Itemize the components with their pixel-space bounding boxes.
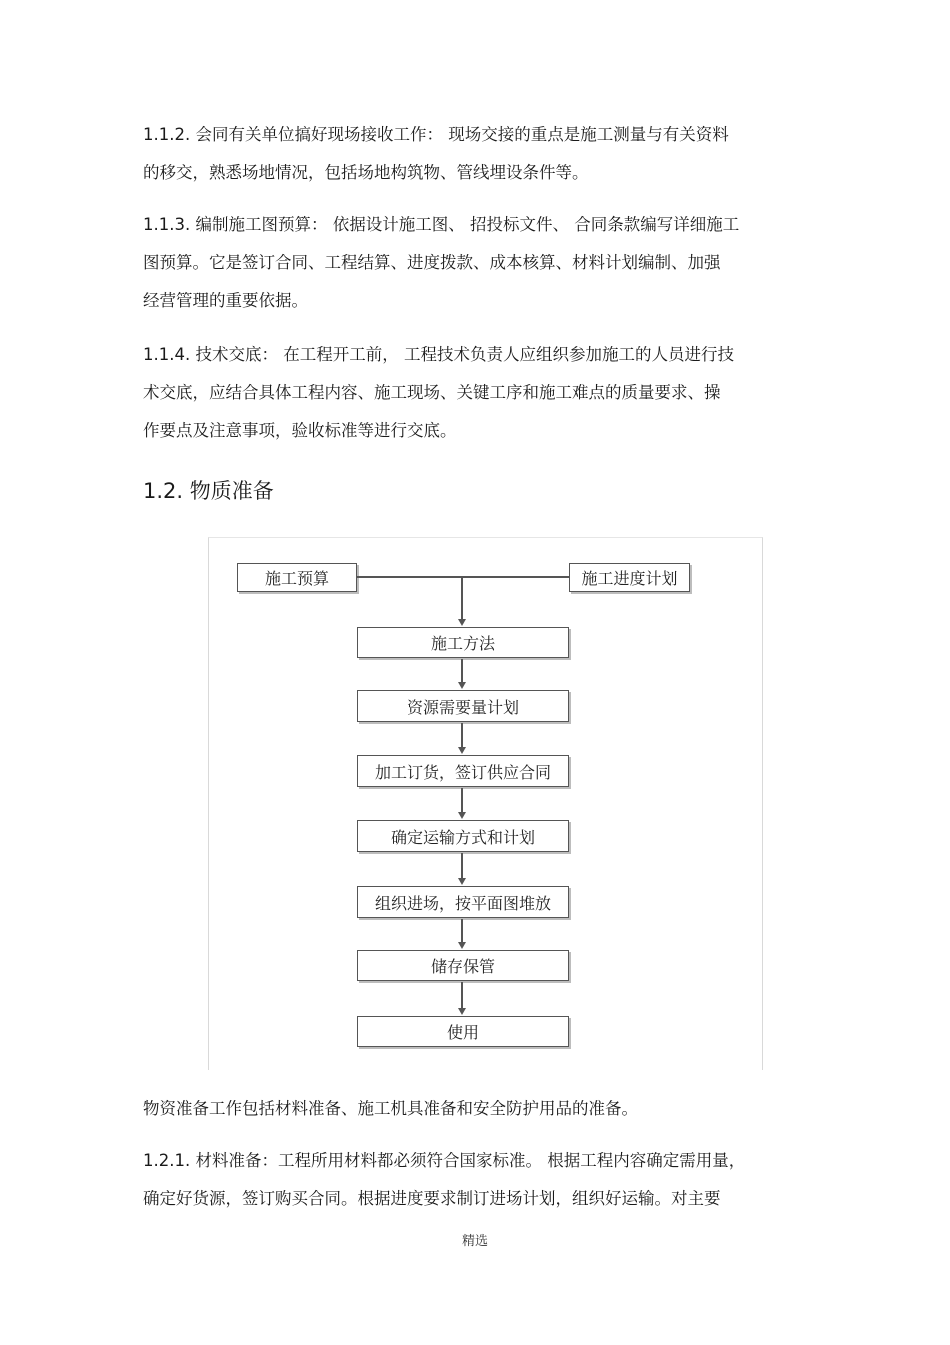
para-2-line-1: 1.1.3. 编制施工图预算： 依据设计施工图、 招投标文件、 合同条款编写详细施工	[143, 215, 740, 234]
connector-vertical-6	[461, 982, 463, 1008]
flow-step-7: 使用	[357, 1016, 569, 1047]
flow-step-4: 确定运输方式和计划	[357, 820, 569, 852]
connector-vertical-3	[461, 788, 463, 812]
arrow-1	[458, 682, 466, 689]
connector-vertical-2	[461, 723, 463, 747]
after-line-1: 物资准备工作包括材料准备、施工机具准备和安全防护用品的准备。	[143, 1099, 638, 1118]
para-3-line-2: 术交底，应结合具体工程内容、施工现场、关键工序和施工难点的质量要求、操	[143, 383, 721, 402]
para-3-line-1: 1.1.4. 技术交底： 在工程开工前， 工程技术负责人应组织参加施工的人员进行技	[143, 345, 734, 364]
connector-vertical-5	[461, 919, 463, 942]
after-line-3: 确定好货源，签订购买合同。根据进度要求制订进场计划，组织好运输。对主要	[143, 1189, 721, 1208]
flow-box-top-right: 施工进度计划	[569, 563, 690, 592]
connector-vertical-1	[461, 659, 463, 682]
para-3-line-3: 作要点及注意事项，验收标准等进行交底。	[143, 421, 457, 440]
page-footer: 精选	[461, 1234, 488, 1249]
connector-horizontal	[357, 576, 569, 578]
para-1-line-2: 的移交，熟悉场地情况，包括场地构筑物、管线埋设条件等。	[143, 163, 589, 182]
flow-step-6: 储存保管	[357, 950, 569, 981]
arrow-0	[458, 619, 466, 626]
flowchart	[208, 537, 763, 1070]
arrow-3	[458, 812, 466, 819]
connector-vertical-4	[461, 853, 463, 878]
flow-step-5: 组织进场，按平面图堆放	[357, 886, 569, 918]
flow-step-1: 施工方法	[357, 627, 569, 658]
arrow-4	[458, 878, 466, 885]
connector-vertical-0	[461, 576, 463, 620]
arrow-6	[458, 1008, 466, 1015]
arrow-2	[458, 747, 466, 754]
section-heading: 1.2. 物质准备	[143, 479, 274, 503]
para-1-line-1: 1.1.2. 会同有关单位搞好现场接收工作： 现场交接的重点是施工测量与有关资料	[143, 125, 729, 144]
flow-box-top-left: 施工预算	[237, 563, 357, 592]
para-2-line-3: 经营管理的重要依据。	[143, 291, 308, 310]
arrow-5	[458, 942, 466, 949]
para-2-line-2: 图预算。它是签订合同、工程结算、进度拨款、成本核算、材料计划编制、加强	[143, 253, 721, 272]
flow-step-2: 资源需要量计划	[357, 690, 569, 722]
flow-step-3: 加工订货，签订供应合同	[357, 755, 569, 787]
after-line-2: 1.2.1. 材料准备：工程所用材料都必须符合国家标准。 根据工程内容确定需用量，	[143, 1151, 746, 1170]
